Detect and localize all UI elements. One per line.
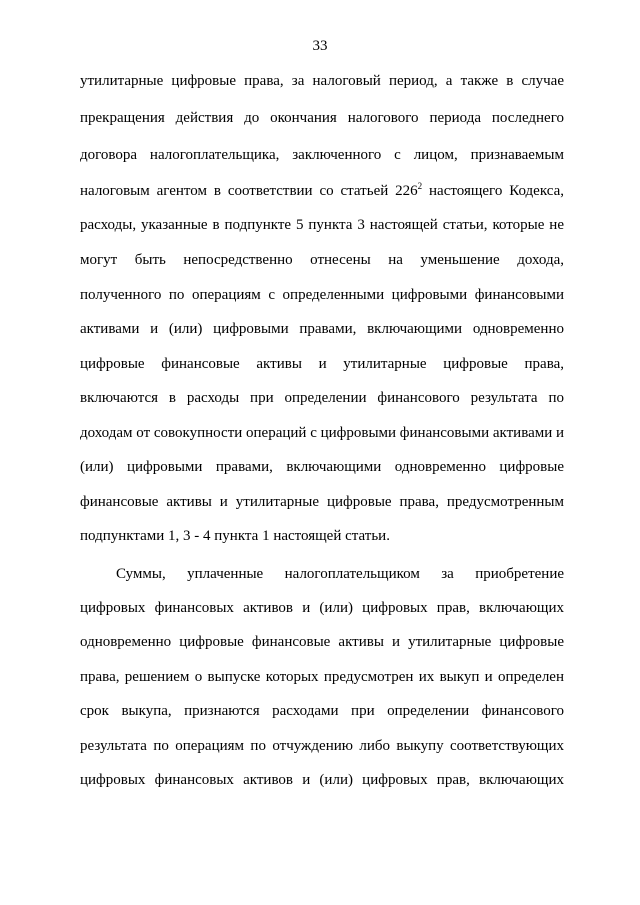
text-line: прекращения действия до окончания налогового периода последнего xyxy=(80,110,564,126)
text-line: активами и (или) цифровыми правами, включающими одновременно xyxy=(80,321,564,337)
text-line: доходам от совокупности операций с цифровыми финансовыми активами и xyxy=(80,425,565,441)
text-line: цифровых финансовых активов и (или) цифровых прав, включающих xyxy=(80,772,564,788)
text-line: полученного по операциям с определенными цифровыми финансовыми xyxy=(80,287,564,303)
page-number: 33 xyxy=(312,38,328,54)
text-line: могут быть непосредственно отнесены на уменьшение дохода, xyxy=(80,252,564,268)
text-line: Суммы, уплаченные налогоплательщиком за приобретение xyxy=(116,566,564,582)
text-line: включаются в расходы при определении финансового результата по xyxy=(80,390,564,406)
text-line: результата по операциям по отчуждению либо выкупу соответствующих xyxy=(80,738,564,754)
text-line: права, решением о выпуске которых предусмотрен их выкуп и определен xyxy=(80,669,564,685)
text-segment: настоящего Кодекса, xyxy=(422,183,564,199)
text-segment: налоговым агентом в соответствии со статьей 226 xyxy=(80,183,418,199)
text-line: утилитарные цифровые права, за налоговый период, а также в случае xyxy=(80,73,564,89)
text-line-with-superscript xyxy=(80,182,564,200)
text-line: цифровые финансовые активы и утилитарные цифровые права, xyxy=(80,356,564,372)
text-line: финансовые активы и утилитарные цифровые права, предусмотренным xyxy=(80,494,564,510)
superscript: 2 xyxy=(417,181,423,191)
text-line: (или) цифровыми правами, включающими одновременно цифровые xyxy=(80,459,564,475)
text-line: расходы, указанные в подпункте 5 пункта 3 настоящей статьи, которые не xyxy=(80,217,564,233)
text-line: срок выкупа, признаются расходами при определении финансового xyxy=(80,703,564,719)
text-line: цифровых финансовых активов и (или) цифровых прав, включающих xyxy=(80,600,564,616)
text-line: подпунктами 1, 3 - 4 пункта 1 настоящей статьи. xyxy=(80,528,390,544)
text-line: договора налогоплательщика, заключенного с лицом, признаваемым xyxy=(80,147,564,163)
text-line: одновременно цифровые финансовые активы и утилитарные цифровые xyxy=(80,634,564,650)
